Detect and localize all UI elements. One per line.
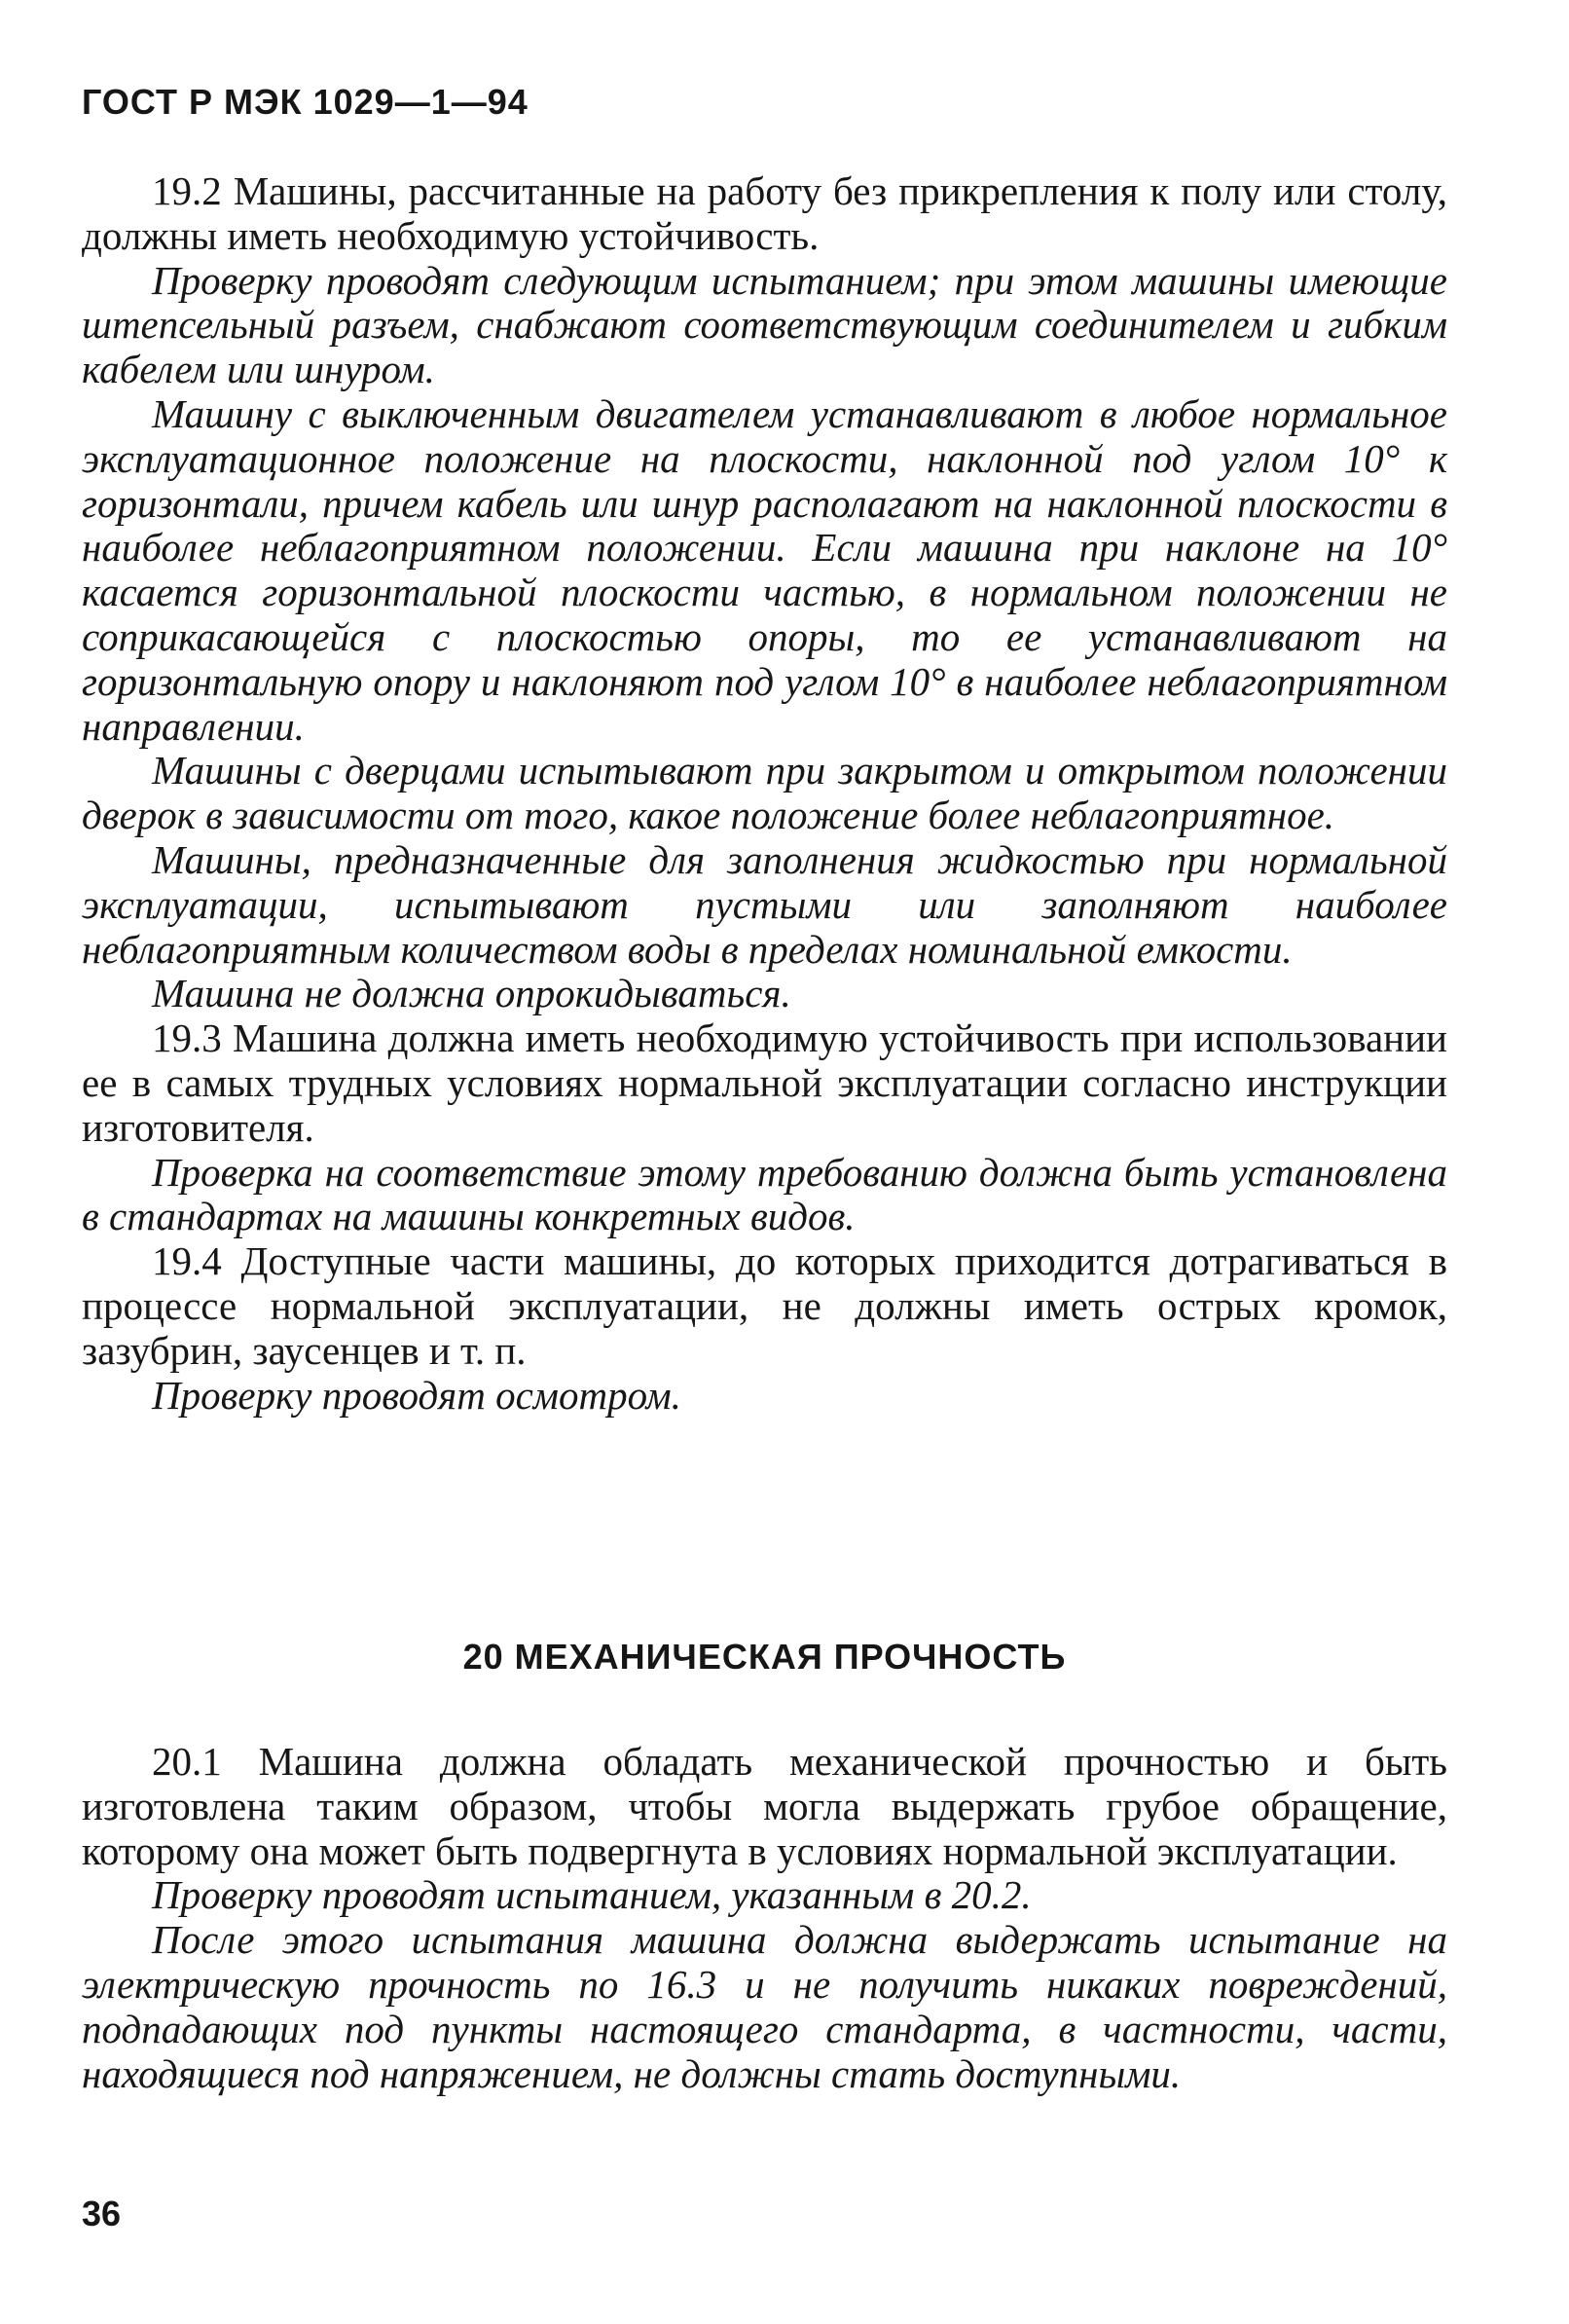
paragraph-19-2-no-tipping: Машина не должна опрокидываться. <box>152 971 791 1016</box>
paragraph-19-4-check: Проверку проводят осмотром. <box>152 1372 681 1418</box>
paragraph-19-4: 19.4 Доступные части машины, до которых приходится дотрагиваться в процессе нормальной эксплуатации, не должны иметь острых кромок, зазубрин, заусенцев и т. п. <box>82 1238 1447 1373</box>
paragraph-19-2-check-method: Проверку проводят следующим испытанием; при этом машины имеющие штепсельный разъем, снабжают соответствующим соединителем и гибким кабелем или шнуром. <box>82 257 1447 392</box>
paragraph-19-2-tilt-test: Машину с выключенным двигателем устанавливают в любое нормальное эксплуатационное положение на плоскости, наклонной под углом 10° к горизонтали, причем кабель или шнур располагают на наклонной плоскости в наиболее неблагоприятном положении. Если машина при наклоне на 10° касается горизонтальной плоскости частью, в нормальном положении не соприкасающейся с плоскостью опоры, то ее устанавливают на горизонтальную опору и наклоняют под углом 10° в наиболее неблагоприятном направлении. <box>82 390 1447 749</box>
paragraph-19-3: 19.3 Машина должна иметь необходимую устойчивость при использовании ее в самых трудных условиях нормальной эксплуатации согласно инструкции изготовителя. <box>82 1015 1447 1150</box>
paragraph-20-1-after-test: После этого испытания машина должна выдержать испытание на электрическую прочность по 16.3 и не получить никаких повреждений, подпадающих под пункты настоящего стандарта, в частности, части, находящиеся под напряжением, не должны стать доступными. <box>82 1917 1447 2096</box>
paragraph-20-1: 20.1 Машина должна обладать механической прочностью и быть изготовлена таким образом, чтобы могла выдержать грубое обращение, которому она может быть подвергнута в условиях нормальной эксплуатации. <box>82 1739 1447 1873</box>
paragraph-19-3-check: Проверка на соответствие этому требованию должна быть установлена в стандартах на машины конкретных видов. <box>82 1149 1447 1239</box>
section-20-text <box>82 1740 1447 2096</box>
paragraph-20-1-check: Проверку проводят испытанием, указанным в 20.2. <box>152 1872 1032 1918</box>
paragraph-19-2: 19.2 Машины, рассчитанные на работу без прикрепления к полу или столу, должны иметь необходимую устойчивость. <box>82 168 1447 258</box>
paragraph-19-2-liquid: Машины, предназначенные для заполнения жидкостью при нормальной эксплуатации, испытывают пустыми или заполняют наиболее неблагоприятным количеством воды в пределах номинальной емкости. <box>82 836 1447 972</box>
page-number: 36 <box>82 2194 122 2233</box>
section-title: 20 МЕХАНИЧЕСКАЯ ПРОЧНОСТЬ <box>462 1637 1067 1677</box>
paragraph-19-2-doors: Машины с дверцами испытывают при закрытом и открытом положении дверок в зависимости от того, какое положение более неблагоприятное. <box>82 748 1447 838</box>
section-19-text <box>82 169 1447 1418</box>
document-header: ГОСТ Р МЭК 1029—1—94 <box>82 82 529 122</box>
